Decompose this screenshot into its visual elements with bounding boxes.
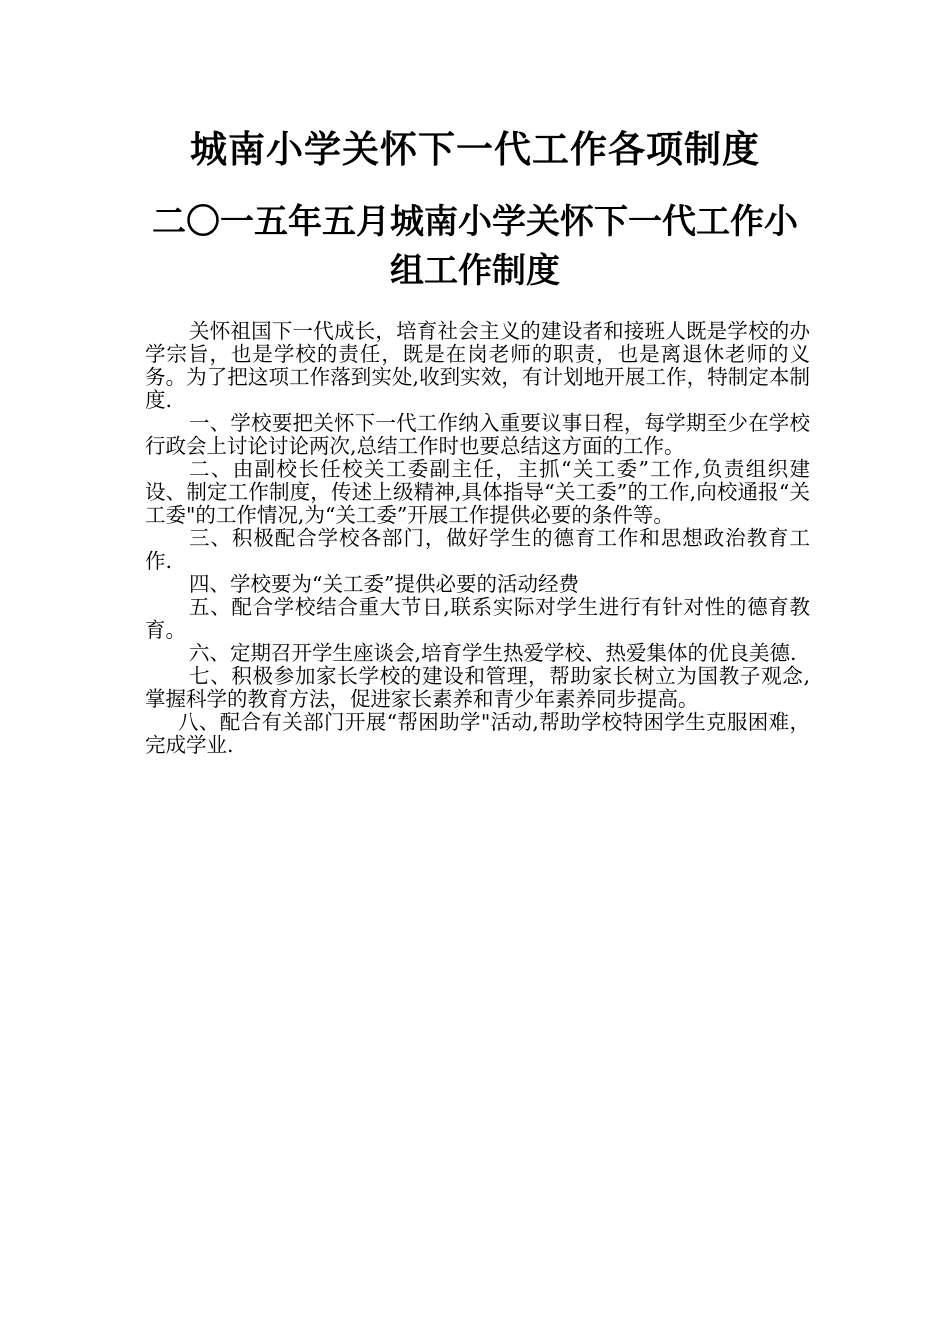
intro-paragraph: 关怀祖国下一代成长，培育社会主义的建设者和接班人既是学校的办学宗旨，也是学校的责任，既是在岗老师的职责，也是离退休老师的义务。为了把这项工作落到实处,收到实效，有计划地开展工作，特制定本制度. <box>145 319 810 412</box>
rule-paragraph-6: 六、定期召开学生座谈会,培育学生热爱学校、热爱集体的优良美德. <box>189 641 797 665</box>
rule-paragraph-4: 四、学校要为“关工委”提供必要的活动经费 <box>189 572 579 596</box>
rule-paragraph-7: 七、积极参加家长学校的建设和管理，帮助家长树立为国教子观念,掌握科学的教育方法，促进家长素养和青少年素养同步提高。 <box>145 664 810 711</box>
document-title: 城南小学关怀下一代工作各项制度 <box>190 128 760 171</box>
rule-paragraph-2: 二、由副校长任校关工委副主任，主抓“关工委”工作,负责组织建设、制定工作制度，传述上级精神,具体指导“关工委”的工作,向校通报“关工委"的工作情况,为“关工委”开展工作提供必要的条件等。 <box>145 457 810 527</box>
rule-paragraph-3: 三、积极配合学校各部门，做好学生的德育工作和思想政治教育工作. <box>145 526 810 573</box>
rule-paragraph-1: 一、学校要把关怀下一代工作纳入重要议事日程，每学期至少在学校行政会上讨论讨论两次,总结工作时也要总结这方面的工作。 <box>145 411 810 458</box>
document-subtitle: 二〇一五年五月城南小学关怀下一代工作小组工作制度 <box>152 202 798 291</box>
rule-paragraph-5: 五、配合学校结合重大节日,联系实际对学生进行有针对性的德育教育。 <box>145 595 810 642</box>
rule-paragraph-8: 八、配合有关部门开展“帮困助学"活动,帮助学校特困学生克服困难，完成学业. <box>145 710 810 757</box>
document-body <box>145 320 810 757</box>
